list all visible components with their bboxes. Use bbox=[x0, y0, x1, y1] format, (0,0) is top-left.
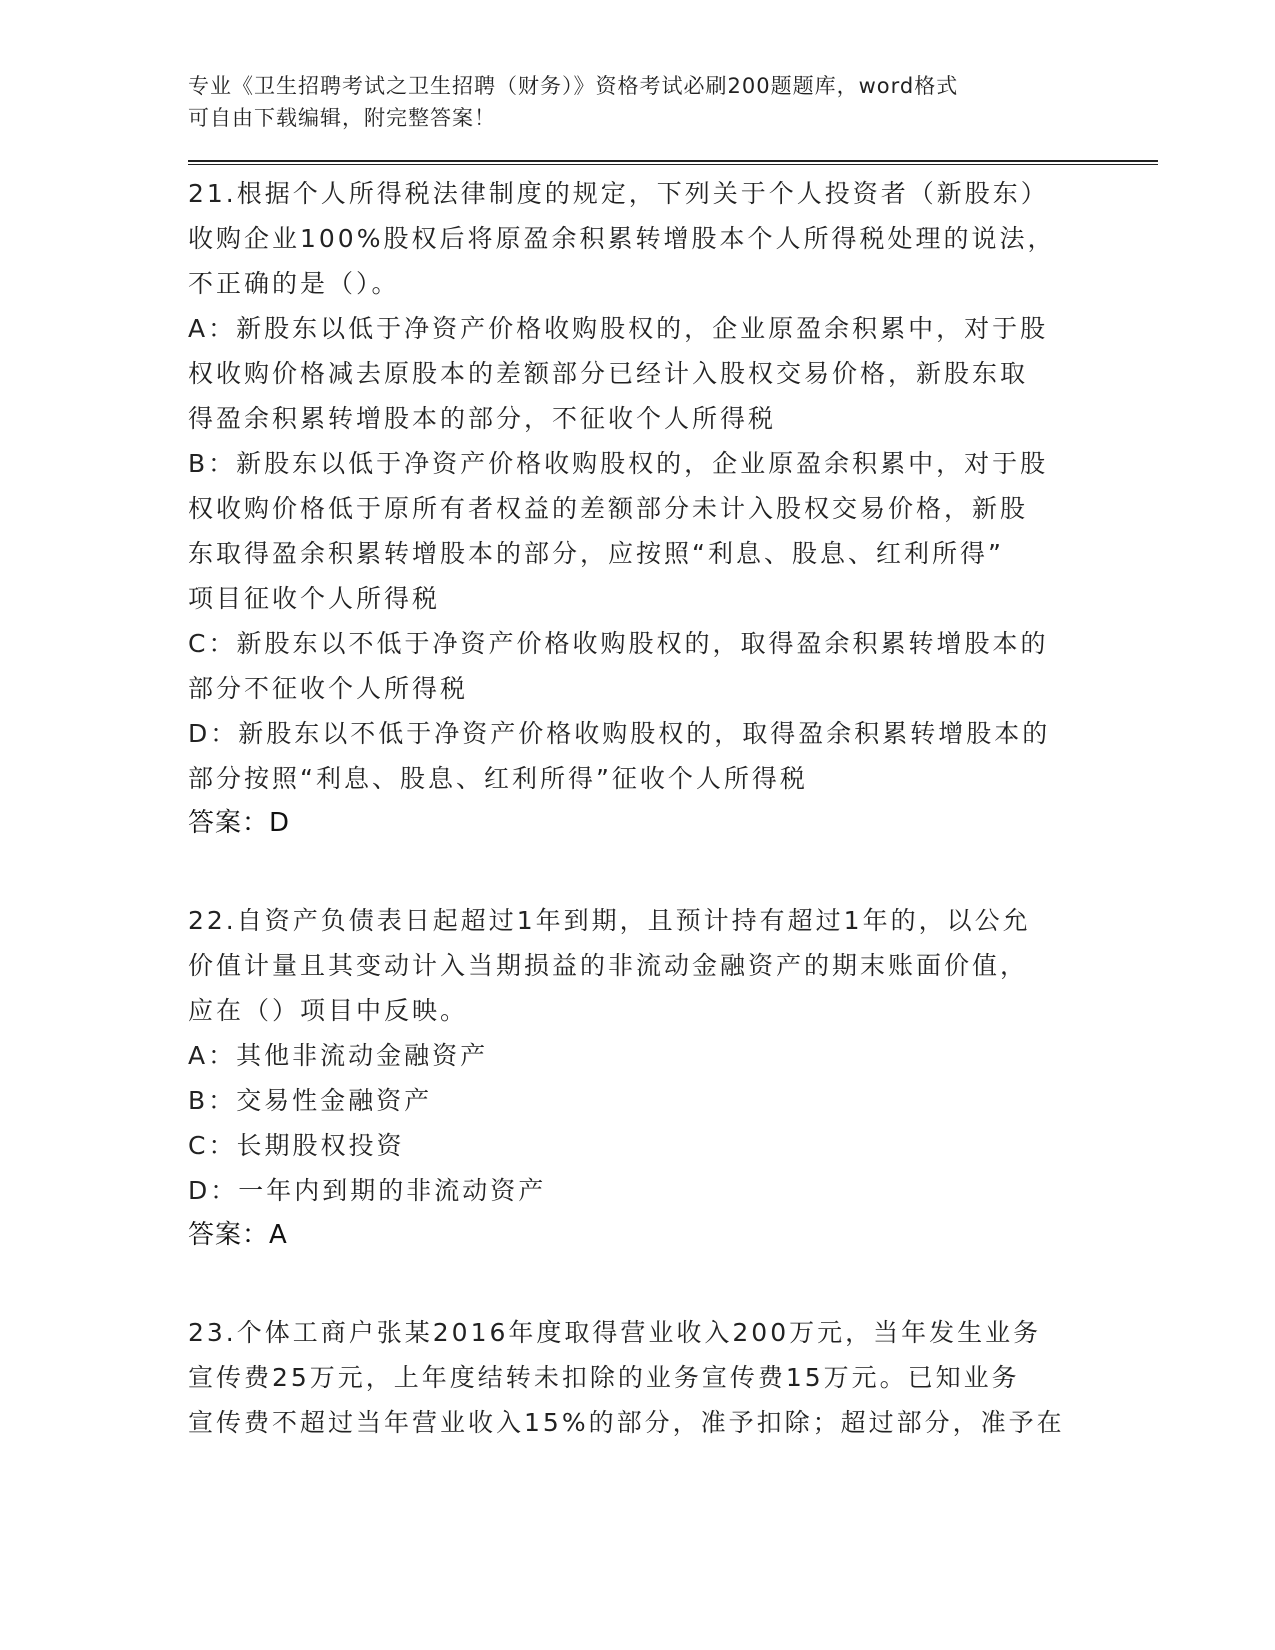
question-text-line: 21.根据个人所得税法律制度的规定，下列关于个人投资者（新股东） bbox=[188, 179, 1049, 208]
header-divider bbox=[188, 160, 1158, 165]
question-23 bbox=[188, 1310, 1158, 1445]
question-21 bbox=[188, 171, 1158, 846]
document-header bbox=[188, 70, 1068, 134]
option-line: 部分不征收个人所得税 bbox=[188, 674, 469, 703]
question-22 bbox=[188, 898, 1158, 1258]
option-line: 权收购价格低于原所有者权益的差额部分未计入股权交易价格，新股 bbox=[188, 494, 1029, 523]
option-line: D：新股东以不低于净资产价格收购股权的，取得盈余积累转增股本的 bbox=[188, 719, 1051, 748]
option-line: B：新股东以低于净资产价格收购股权的，企业原盈余积累中，对于股 bbox=[188, 449, 1049, 478]
option-line: D：一年内到期的非流动资产 bbox=[188, 1176, 547, 1205]
question-spacer bbox=[188, 1258, 1158, 1304]
question-text-line: 23.个体工商户张某2016年度取得营业收入200万元，当年发生业务 bbox=[188, 1318, 1042, 1347]
question-text-line: 不正确的是（）。 bbox=[188, 269, 400, 298]
question-text-line: 应在（）项目中反映。 bbox=[188, 996, 469, 1025]
header-line-2: 可自由下载编辑，附完整答案！ bbox=[188, 106, 496, 130]
option-line: 得盈余积累转增股本的部分，不征收个人所得税 bbox=[188, 404, 777, 433]
option-line: A：其他非流动金融资产 bbox=[188, 1041, 489, 1070]
question-spacer bbox=[188, 846, 1158, 892]
answer-line: 答案：A bbox=[188, 1220, 288, 1250]
document-page bbox=[188, 70, 1158, 1445]
header-line-1: 专业《卫生招聘考试之卫生招聘（财务）》资格考试必刷200题题库，word格式 bbox=[188, 74, 959, 98]
option-line: 权收购价格减去原股本的差额部分已经计入股权交易价格，新股东取 bbox=[188, 359, 1029, 388]
question-text-line: 22.自资产负债表日起超过1年到期，且预计持有超过1年的，以公允 bbox=[188, 906, 1031, 935]
option-line: 东取得盈余积累转增股本的部分，应按照“利息、股息、红利所得” bbox=[188, 539, 1004, 568]
option-line: 部分按照“利息、股息、红利所得”征收个人所得税 bbox=[188, 764, 808, 793]
option-line: 项目征收个人所得税 bbox=[188, 584, 441, 613]
question-text-line: 价值计量且其变动计入当期损益的非流动金融资产的期末账面价值， bbox=[188, 951, 1029, 980]
option-line: A：新股东以低于净资产价格收购股权的，企业原盈余积累中，对于股 bbox=[188, 314, 1049, 343]
option-line: C：长期股权投资 bbox=[188, 1131, 405, 1160]
question-text-line: 宣传费25万元，上年度结转未扣除的业务宣传费15万元。已知业务 bbox=[188, 1363, 1020, 1392]
option-line: B：交易性金融资产 bbox=[188, 1086, 433, 1115]
question-text-line: 宣传费不超过当年营业收入15%的部分，准予扣除；超过部分，准予在 bbox=[188, 1408, 1065, 1437]
answer-line: 答案：D bbox=[188, 808, 291, 838]
option-line: C：新股东以不低于净资产价格收购股权的，取得盈余积累转增股本的 bbox=[188, 629, 1049, 658]
question-text-line: 收购企业100%股权后将原盈余积累转增股本个人所得税处理的说法， bbox=[188, 224, 1056, 253]
